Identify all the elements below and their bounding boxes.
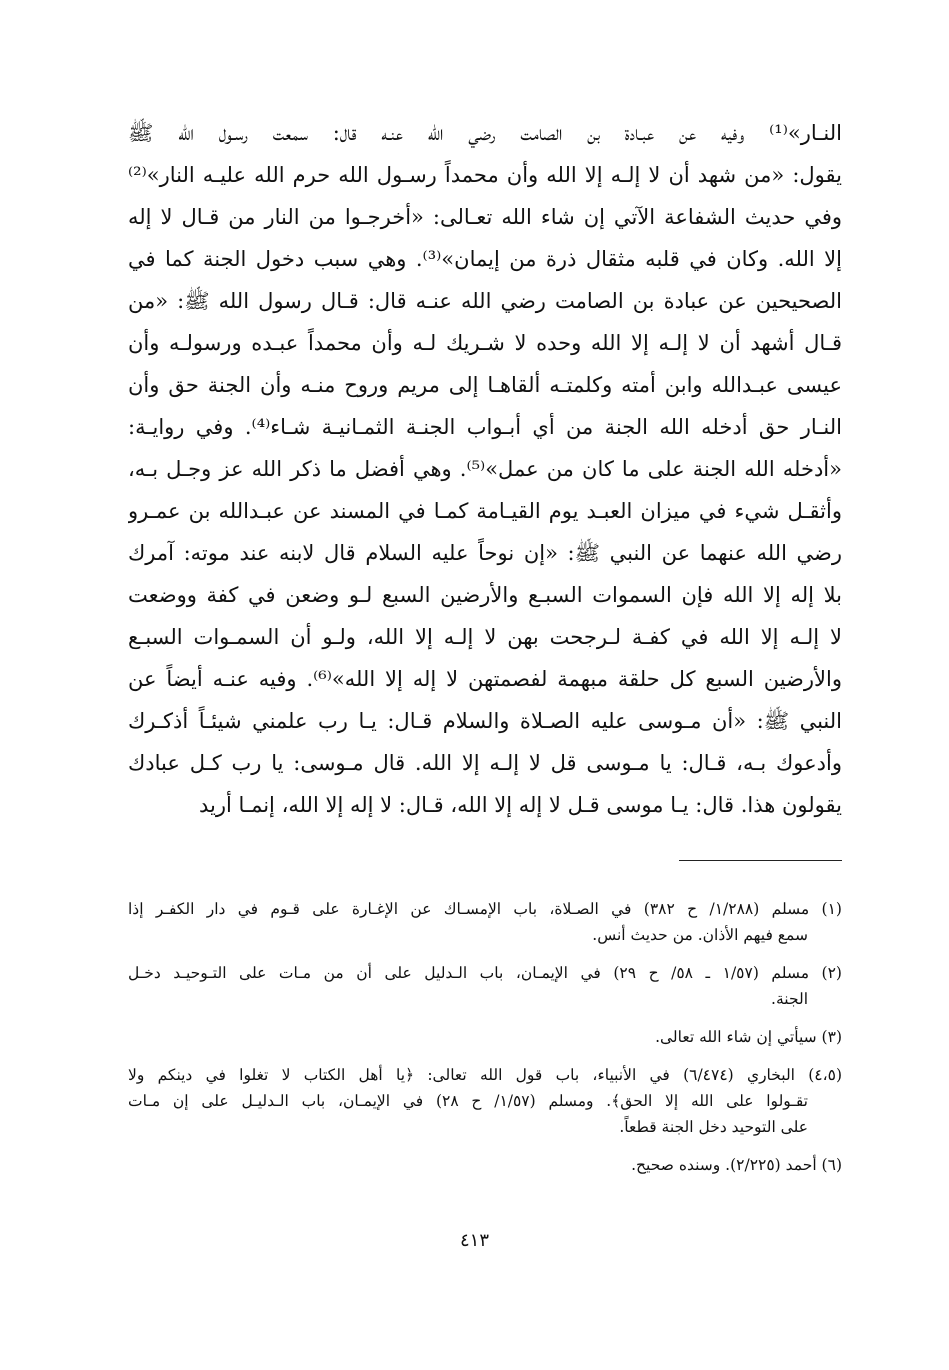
footnote-line: (١) مسلم (١/٢٨٨/ ح ٣٨٢) في الصـلاة، باب الإمسـاك عن الإغـارة على قـوم في دار الكفـر إذا [128,900,842,918]
page-number: ٤١٣ [459,1230,489,1251]
text-line: «أدخله الله الجنة على ما كان من عمل»⁽⁵⁾. وهي أفضل ما ذكر الله عز وجـل بـه، [128,457,842,481]
footnote-line: (٦) أحمد (٢/٢٢٥). وسنده صحيح. [631,1156,842,1174]
footnote-separator [679,860,842,861]
text-line: لا إلـه إلا الله في كفـة لـرجحت بهن لا إلـه إلا الله، ولـو أن السمـوات السبـع [128,625,842,649]
text-line: عيسى عبـدالله وابن أمته وكلمتـه ألقاهـا إلى مريم وروح منـه وأن الجنة حق وأن [128,373,842,397]
footnote-4-5 [128,1062,842,1140]
text-line: يقولون هذا. قال: يـا موسى قـل لا إله إلا الله، قـال: لا إله إلا الله، إنمـا أريد [199,793,842,817]
text-line: بلا إله إلا الله فإن السموات السبـع والأرضين السبع لـو وضعن في كفة ووضعت [128,583,842,607]
footnote-line: على التوحيد دخل الجنة قطعاً. [619,1118,808,1136]
text-line: النـار حق أدخله الله الجنة من أي أبـواب الجنـة الثمـانيـة شـاء⁽⁴⁾. وفي روايـة: [128,415,842,439]
footnote-line: (٢) مسلم (١/٥٧ ـ ٥٨/ ح ٢٩) في الإيمـان، باب الـدليل على أن من مـات على التـوحيـد دخـل [128,964,842,982]
footnote-2 [128,960,842,1012]
footnote-line: (٣) سيأتي إن شاء الله تعالى. [655,1028,842,1046]
text-line: وأدعوك بـه، قـال: يا مـوسى قل لا إلـه إلا الله. قال مـوسى: يا رب كـل عبادك [128,751,842,775]
text-line: وفي حديث الشفاعة الآتي إن شاء الله تعـالى: «أخرجـوا من النار من قـال لا إله [128,205,842,229]
text-line: إلا الله. وكان في قلبه مثقال ذرة من إيمان»⁽³⁾. وهي سبب دخول الجنة كما في [128,247,842,271]
footnote-line: سمع فيهم الأذان. من حديث أنس. [592,926,808,944]
text-line: الصحيحين عن عبادة بن الصامت رضي الله عنـه قال: قـال رسول الله ﷺ: «من [128,289,842,313]
main-text [128,112,842,826]
footnotes [128,896,842,1190]
footnote-1 [128,896,842,948]
footnote-3 [128,1024,842,1050]
text-line: والأرضين السبع كل حلقة مبهمة لفصمتهن لا إله إلا الله»⁽⁶⁾. وفيه عنـه أيضاً عن [128,667,842,691]
text-line: النبي ﷺ: «أن مـوسى عليه الصـلاة والسلام قـال: يـا رب علمني شيئـاً أذكـرك [128,709,842,733]
text-line: النـار»⁽¹⁾ وفيه عن عبـادة بن الصامت رضي الله عنـه قال: سمعت رسـول الله ﷺ [128,121,842,145]
text-line: قـال أشهد أن لا إلـه إلا الله وحده لا شـريك لـه وأن محمداً عبـده ورسولـه وأن [128,331,842,355]
footnote-line: الجنة. [771,990,808,1008]
text-line: وأثقـل شيء في ميزان العبـد يوم القيـامة كمـا في المسند عن عبـدالله بن عمـرو [128,499,842,523]
text-line: رضي الله عنهما عن النبي ﷺ: «إن نوحاً عليه السلام قال لابنه عند موته: آمرك [128,541,842,565]
footnote-6 [128,1152,842,1178]
footnote-line: (٤،٥) البخاري (٦/٤٧٤) في الأنبياء، باب قول الله تعالى: ﴿يا أهل الكتاب لا تغلوا في دينكم ولا [128,1066,842,1084]
text-line: يقول: «من شهد أن لا إلـه إلا الله وأن محمداً رسـول الله حرم الله عليـه النار»⁽²⁾ [128,163,842,187]
footnote-line: تقـولوا على الله إلا الحق﴾. ومسلم (١/٥٧/ ح ٢٨) في الإيمـان، باب الـدليـل على إن مـات [128,1092,808,1110]
